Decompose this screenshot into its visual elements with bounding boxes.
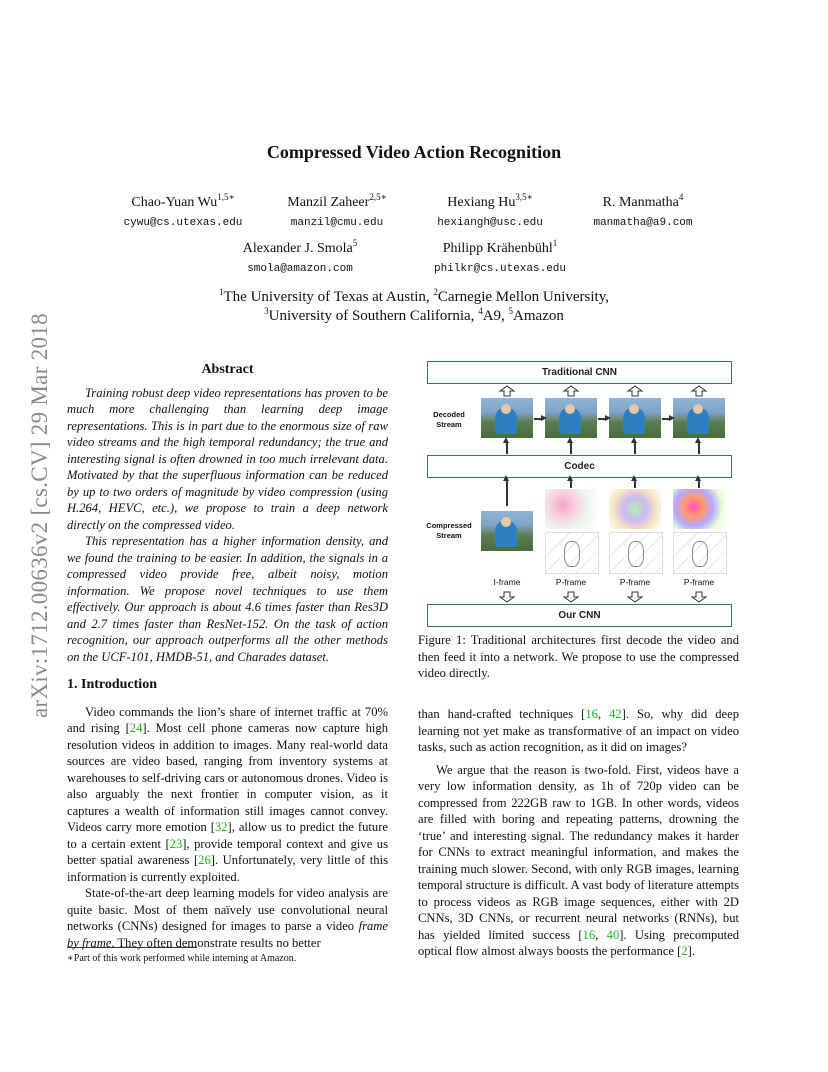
hollow-arrow-down-icon	[562, 591, 580, 603]
citation-link[interactable]: 2	[681, 944, 688, 958]
author-block	[103, 192, 263, 229]
author-name: Hexiang Hu	[447, 195, 516, 210]
motion-vector-image	[609, 489, 661, 529]
our-cnn-box: Our CNN	[427, 604, 732, 627]
hollow-arrow-up-icon	[498, 385, 516, 397]
author-name: Manzil Zaheer	[287, 195, 370, 210]
affiliation-line: $^1$The University of Texas at Austin, $^2$Carnegie Mellon University,	[219, 287, 609, 305]
figure-1	[418, 358, 740, 628]
citation-link[interactable]: 40	[606, 927, 620, 942]
frame-type-label: P-frame	[555, 577, 587, 587]
author-affil-sup: 1,5∗	[217, 192, 235, 202]
compressed-stream-label: Compressed Stream	[426, 521, 472, 540]
footnote-rule	[67, 947, 197, 948]
arrow-up-icon	[634, 480, 636, 488]
author-affil-sup: 5	[352, 238, 358, 248]
author-name: Alexander J. Smola	[242, 241, 353, 256]
arrow-up-icon	[506, 442, 508, 454]
abstract-paragraph: This representation has a higher information density, and we found the training to be easier. In addition, the signals in a compressed video provide free, albeit noisy, motion information. We propose novel techniques to use them effectively. Our approach is about 4.6 times faster than Res3D and 2.7 times faster than ResNet-152. On the task of action recognition, our approach outperforms all the other methods on the UCF-101, HMDB-51, and Charades dataset.	[67, 534, 388, 664]
arrow-right-icon	[598, 418, 606, 420]
author-name: Chao-Yuan Wu	[131, 195, 218, 210]
arrow-up-icon	[634, 442, 636, 454]
codec-box: Codec	[427, 455, 732, 478]
frame-type-label: I-frame	[493, 577, 521, 587]
author-email: manmatha@a9.com	[593, 217, 693, 229]
frame-type-label: P-frame	[619, 577, 651, 587]
residual-image	[609, 532, 663, 574]
author-block	[262, 192, 412, 229]
i-frame-image	[481, 511, 533, 551]
decoded-frame-image	[545, 398, 597, 438]
abstract-paragraph: Training robust deep video representations has proven to be much more challenging than learning deep image representations. This is in part due to the enormous size of raw video streams and the high temporal redundancy; the true and interesting signal is often drowned in too much irrelevant data. Motivated by that the superfluous information can be reduced by up to two orders of magnitude by video compression (using H.264, HEVC, etc.), we propose to train a deep network directly on the compressed video.	[67, 385, 388, 532]
motion-vector-image	[673, 489, 725, 529]
arrow-up-icon	[506, 480, 508, 506]
residual-image	[545, 532, 599, 574]
affiliation-line: $^3$University of Southern California, $^4$A9, $^5$Amazon	[264, 306, 564, 324]
abstract-heading: Abstract	[201, 362, 254, 377]
left-column	[67, 362, 388, 951]
decoded-stream-label: Decoded Stream	[433, 410, 465, 429]
author-block	[568, 192, 718, 229]
citation-link[interactable]: 42	[609, 707, 622, 721]
author-email: manzil@cmu.edu	[290, 217, 384, 229]
citation-link[interactable]: 26	[198, 853, 211, 867]
arrow-right-icon	[662, 418, 670, 420]
author-block	[420, 238, 580, 275]
figure-caption: Figure 1: Traditional architectures first decode the video and then feed it into a network. We propose to use the compressed video directly.	[418, 633, 739, 680]
footnote: ∗Part of this work performed while interning at Amazon.	[67, 953, 297, 964]
author-name: R. Manmatha	[602, 195, 679, 210]
paper-title: Compressed Video Action Recognition	[266, 142, 562, 162]
author-affil-sup: 2,5∗	[369, 192, 387, 202]
decoded-frame-image	[481, 398, 533, 438]
motion-vector-image	[545, 489, 597, 529]
residual-image	[673, 532, 727, 574]
author-email: smola@amazon.com	[247, 263, 353, 275]
affiliations	[0, 288, 828, 326]
arrow-right-icon	[534, 418, 542, 420]
author-affil-sup: 3,5∗	[515, 192, 533, 202]
body-paragraph: Video commands the lion’s share of internet traffic at 70% and rising [24]. Most cell phone cameras now capture high resolution videos in addition to images. Many real-world data sources are video based, ranging from inventory systems at warehouses to self-driving cars or autonomous drones. Video is also arguably the next frontier in computer vision, as it captures a wealth of information still images cannot convey. Videos carry more emotion [32], allow us to predict the future to a certain extent [23], provide temporal context and give us better spatial awareness [26]. Unfortunately, very little of this information is currently exploited.	[67, 704, 388, 884]
decoded-frame-image	[673, 398, 725, 438]
section-heading: 1. Introduction	[67, 677, 157, 692]
arrow-up-icon	[698, 442, 700, 454]
citation-link[interactable]: 24	[129, 721, 143, 735]
author-affil-sup: 4	[678, 192, 684, 202]
author-email: philkr@cs.utexas.edu	[433, 263, 567, 275]
hollow-arrow-up-icon	[690, 385, 708, 397]
citation-link[interactable]: 32	[214, 820, 228, 834]
citation-link[interactable]: 23	[169, 836, 183, 851]
author-email: cywu@cs.utexas.edu	[123, 217, 243, 229]
arxiv-stamp: arXiv:1712.00636v2 [cs.CV] 29 Mar 2018	[27, 313, 52, 718]
hollow-arrow-down-icon	[690, 591, 708, 603]
decoded-frame-image	[609, 398, 661, 438]
body-paragraph: than hand-crafted techniques [16, 42]. So, why did deep learning not yet make as transformative of an impact on video tasks, such as action recognition, as it did on images?	[418, 707, 739, 754]
author-block	[415, 192, 565, 229]
author-name: Philipp Krähenbühl	[442, 241, 553, 256]
hollow-arrow-up-icon	[562, 385, 580, 397]
body-paragraph: State-of-the-art deep learning models for video analysis are quite basic. Most of them naïvely use convolutional neural networks (CNNs) designed for images to parse a video frame by frame. They often demonstrate results no better	[67, 886, 388, 950]
frame-type-label: P-frame	[683, 577, 715, 587]
right-column	[418, 706, 739, 960]
citation-link[interactable]: 16	[582, 927, 596, 942]
hollow-arrow-up-icon	[626, 385, 644, 397]
author-block	[225, 238, 375, 275]
author-affil-sup: 1	[552, 238, 558, 248]
traditional-cnn-box: Traditional CNN	[427, 361, 732, 384]
arrow-up-icon	[698, 480, 700, 488]
author-email: hexiangh@usc.edu	[437, 217, 543, 229]
arrow-up-icon	[570, 442, 572, 454]
hollow-arrow-down-icon	[626, 591, 644, 603]
arrow-up-icon	[570, 480, 572, 488]
body-paragraph: We argue that the reason is two-fold. First, videos have a very low information density, as 1h of 720p video can be compressed from 222GB raw to 1GB. In other words, videos are filled with boring and repeating patterns, drowning the ‘true’ and interesting signal. The redundancy makes it harder for CNNs to extract meaningful information, and makes the training much slower. Second, with only RGB images, learning temporal structure is difficult. A vast body of literature attempts to process videos as RGB image sequences, either with 2D CNNs, 3D CNNs, or recurrent neural networks (RNNs), but has yielded limited success [16, 40]. Using precomputed optical flow almost always boosts the performance [2].	[418, 762, 740, 958]
hollow-arrow-down-icon	[498, 591, 516, 603]
citation-link[interactable]: 16	[585, 707, 598, 721]
